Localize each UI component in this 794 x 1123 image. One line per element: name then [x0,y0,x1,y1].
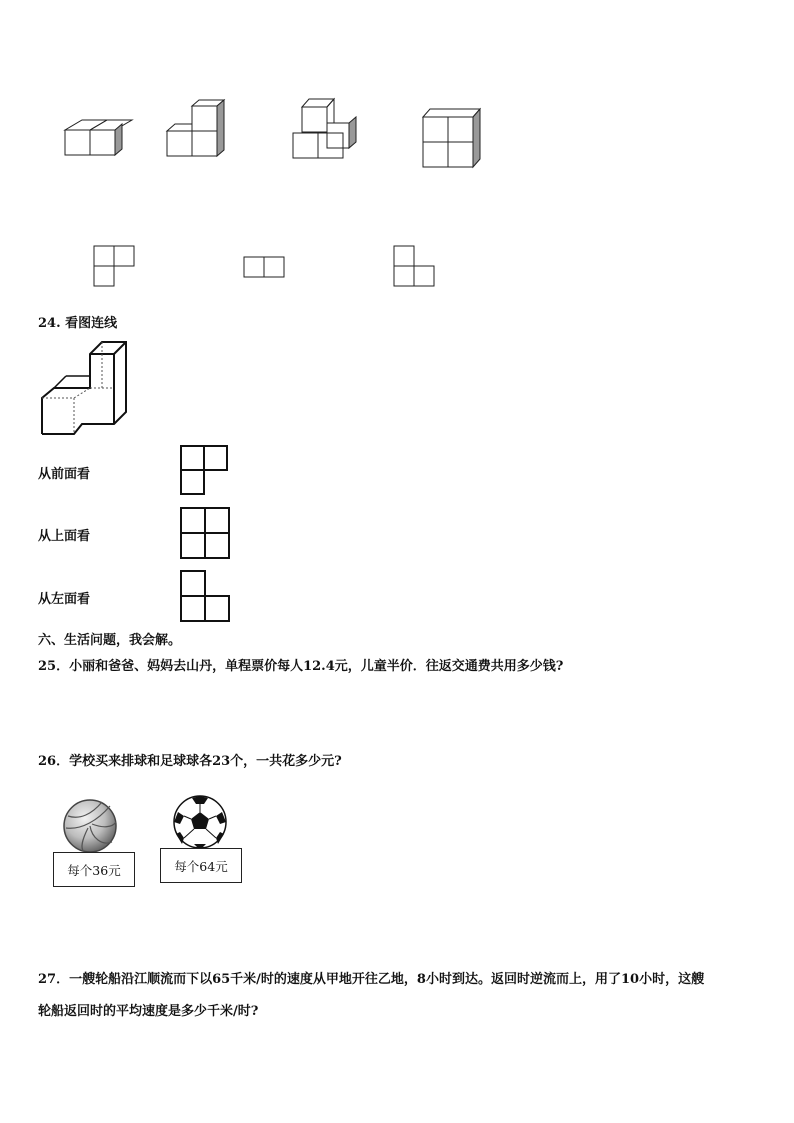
q27-line-2: 轮船返回时的平均速度是多少千米/时? [38,1004,259,1019]
view-shape-1 [93,245,138,290]
q24-title: 看图连线 [65,316,118,331]
q24-solid-figure [38,340,130,438]
q24-heading [38,312,117,331]
cube-figure-2 [165,98,235,160]
cube-figure-1 [60,110,130,160]
q27-line-1: 27．一艘轮船沿江顺流而下以65千米/时的速度从甲地开往乙地，8小时到达。返回时逆流而上，用了10小时，这艘 [38,972,705,987]
view-top-shape [180,507,232,561]
section-6-title: 六、生活问题，我会解。 [38,633,182,648]
cube-figure-4 [420,105,490,170]
view-left-shape [180,570,232,624]
soccer-price-box [160,848,242,883]
q25-text: 25．小丽和爸爸、妈妈去山丹，单程票价每人12.4元，儿童半价．往返交通费共用多少钱? [38,659,564,674]
q26-text: 26．学校买来排球和足球球各23个，一共花多少元? [38,754,342,769]
soccer-ball-icon [172,794,228,850]
view-shape-2 [243,256,288,280]
q24-number: 24. [38,316,61,331]
view-shape-3 [393,245,438,290]
volleyball-price-box [53,852,135,887]
view-label-left: 从左面看 [38,592,91,607]
volleyball-price: 每个36元 [67,862,121,878]
soccer-price: 每个64元 [174,858,228,874]
view-label-front: 从前面看 [38,467,91,482]
view-front-shape [180,445,230,497]
view-label-top: 从上面看 [38,529,91,544]
cube-figure-3 [290,93,365,163]
volleyball-icon [62,798,118,854]
